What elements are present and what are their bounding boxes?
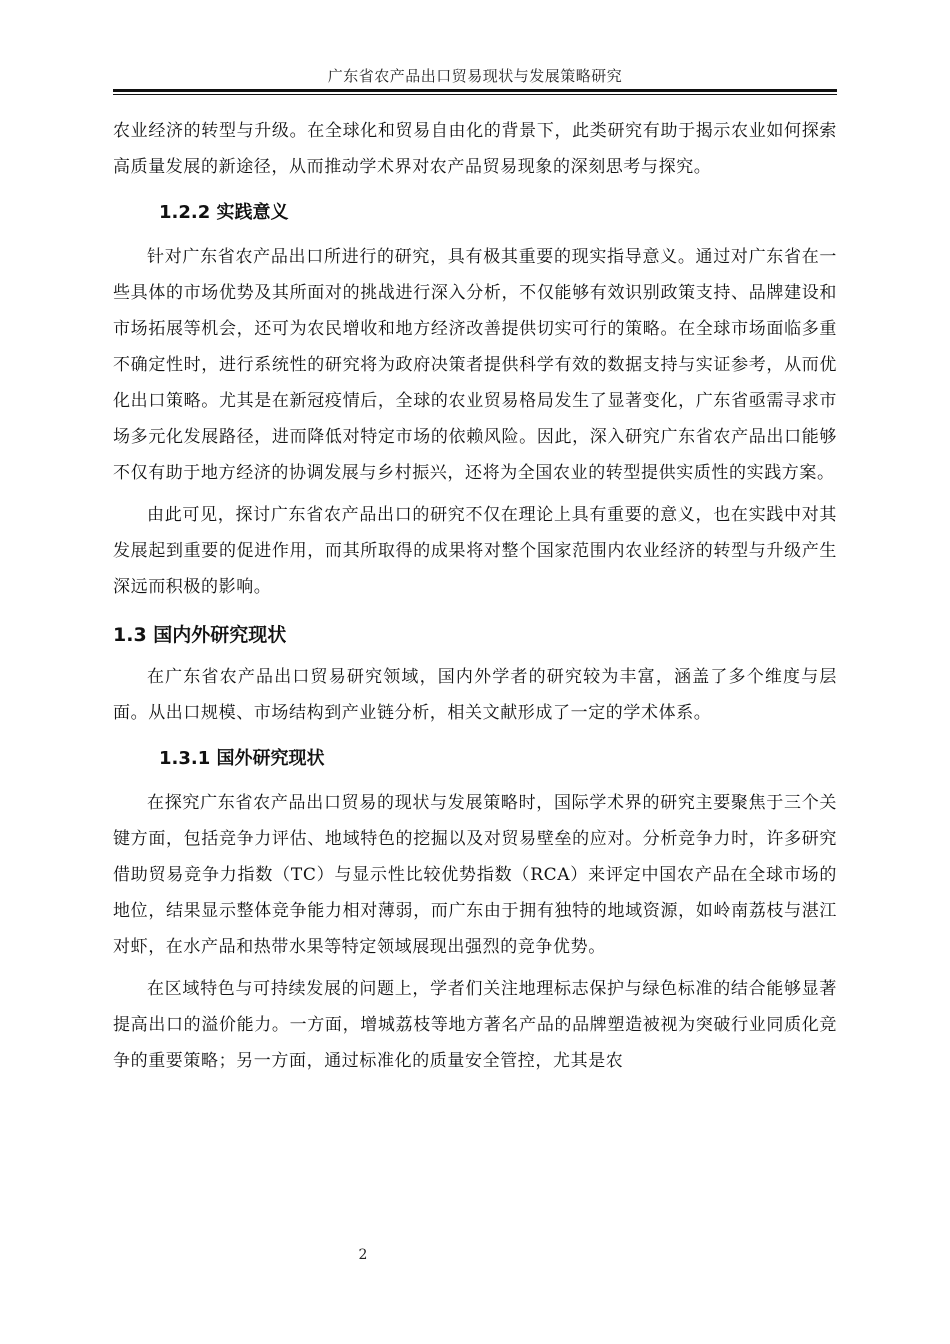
page-body [113,113,837,1085]
page-number: 2 [358,1247,368,1263]
paragraph-conclusion: 由此可见，探讨广东省农产品出口的研究不仅在理论上具有重要的意义，也在实践中对其发展起到重要的促进作用，而其所取得的成果将对整个国家范围内农业经济的转型与升级产生深远而积极的影响。 [113,505,837,597]
paragraph-foreign-research-2: 在区域特色与可持续发展的问题上，学者们关注地理标志保护与绿色标准的结合能够显著提高出口的溢价能力。一方面，增城荔枝等地方著名产品的品牌塑造被视为突破行业同质化竞争的重要策略；另一方面，通过标准化的质量安全管控，尤其是农 [113,979,837,1071]
running-header: 广东省农产品出口贸易现状与发展策略研究 [327,67,623,85]
section-heading-1-2-2: 1.2.2 实践意义 [159,202,289,223]
header-rule [113,89,837,92]
paragraph-intro-continuation: 农业经济的转型与升级。在全球化和贸易自由化的背景下，此类研究有助于揭示农业如何探索高质量发展的新途径，从而推动学术界对农产品贸易现象的深刻思考与探究。 [113,121,837,177]
paragraph-practical-significance: 针对广东省农产品出口所进行的研究，具有极其重要的现实指导意义。通过对广东省在一些具体的市场优势及其所面对的挑战进行深入分析，不仅能够有效识别政策支持、品牌建设和市场拓展等机会，还可为农民增收和地方经济改善提供切实可行的策略。在全球市场面临多重不确定性时，进行系统性的研究将为政府决策者提供科学有效的数据支持与实证参考，从而优化出口策略。尤其是在新冠疫情后，全球的农业贸易格局发生了显著变化，广东省亟需寻求市场多元化发展路径，进而降低对特定市场的依赖风险。因此，深入研究广东省农产品出口能够不仅有助于地方经济的协调发展与乡村振兴，还将为全国农业的转型提供实质性的实践方案。 [113,247,837,483]
paragraph-research-status: 在广东省农产品出口贸易研究领域，国内外学者的研究较为丰富，涵盖了多个维度与层面。从出口规模、市场结构到产业链分析，相关文献形成了一定的学术体系。 [113,667,837,723]
section-heading-1-3-1: 1.3.1 国外研究现状 [159,748,325,769]
section-heading-1-3: 1.3 国内外研究现状 [113,624,287,646]
paragraph-foreign-research-1: 在探究广东省农产品出口贸易的现状与发展策略时，国际学术界的研究主要聚焦于三个关键方面，包括竞争力评估、地域特色的挖掘以及对贸易壁垒的应对。分析竞争力时，许多研究借助贸易竞争力指数（TC）与显示性比较优势指数（RCA）来评定中国农产品在全球市场的地位，结果显示整体竞争能力相对薄弱，而广东由于拥有独特的地域资源，如岭南荔枝与湛江对虾，在水产品和热带水果等特定领域展现出强烈的竞争优势。 [113,793,837,957]
header-rule-thin [113,94,837,95]
